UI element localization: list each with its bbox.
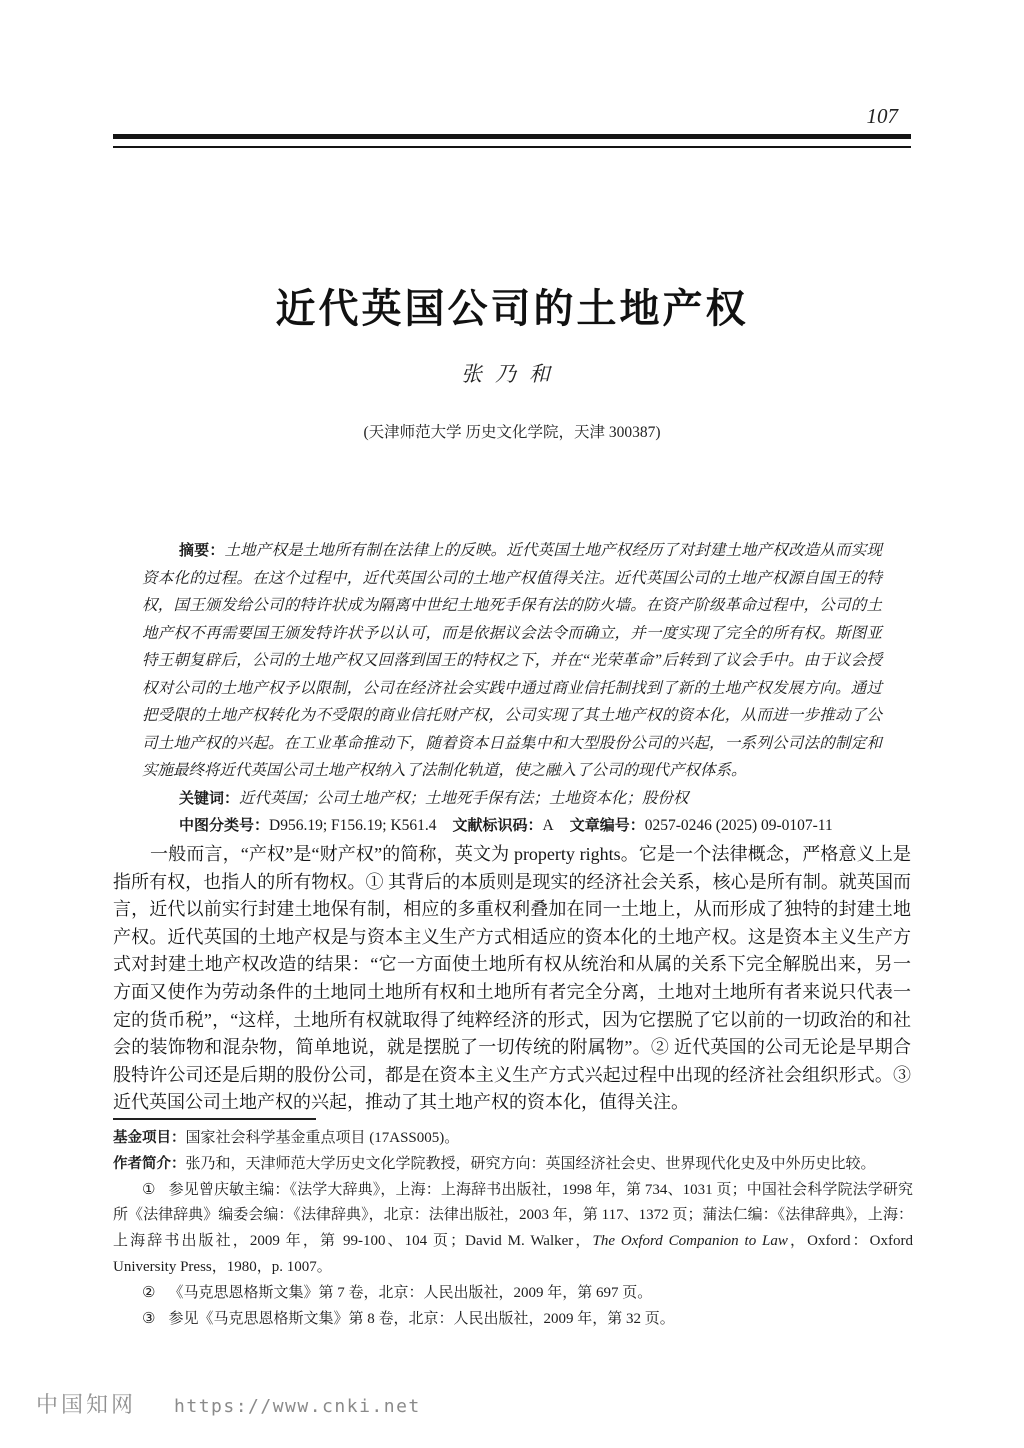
footnote-3-text: 参见《马克思恩格斯文集》第 8 卷，北京：人民出版社，2009 年，第 32 页。 <box>168 1310 675 1327</box>
abstract-paragraph <box>142 537 882 785</box>
footnote-1-marker: ① <box>142 1181 156 1198</box>
header-double-rule <box>113 134 911 148</box>
author-bio-label: 作者简介： <box>113 1155 186 1172</box>
doc-code-label: 文献标识码： <box>452 817 543 834</box>
footnote-2-text: 《马克思恩格斯文集》第 7 卷，北京：人民出版社，2009 年，第 697 页。 <box>168 1284 653 1301</box>
author-affiliation: (天津师范大学 历史文化学院，天津 300387) <box>363 424 661 441</box>
footnote-1 <box>113 1178 913 1281</box>
fund-text: 国家社会科学基金重点项目 (17ASS005)。 <box>185 1130 460 1146</box>
abstract-text: 土地产权是土地所有制在法律上的反映。近代英国土地产权经历了对封建土地产权改造从而实现资本化的过程。在这个过程中，近代英国公司的土地产权值得关注。近代英国公司的土地产权源自国王的特权，国王颁发给公司的特许状成为隔离中世纪土地死手保有法的防火墙。在资产阶级革命过程中，公司的土地产权不再需要国王颁发特许状予以认可，而是依据议会法令而确立，并一度实现了完全的所有权。斯图亚特王朝复辟后，公司的土地产权又回落到国王的特权之下，并在“光荣革命”后转到了议会手中。由于议会授权对公司的土地产权予以限制，公司在经济社会实践中通过商业信托制找到了新的土地产权发展方向。通过把受限的土地产权转化为不受限的商业信托财产权，公司实现了其土地产权的资本化，从而进一步推动了公司土地产权的兴起。在工业革命推动下，随着资本日益集中和大型股份公司的兴起，一系列公司法的制定和实施最终将近代英国公司土地产权纳入了法制化轨道，使之融入了公司的现代产权体系。 <box>142 542 882 779</box>
clc-label: 中图分类号： <box>179 817 270 834</box>
keywords-text: 近代英国；公司土地产权；土地死手保有法；土地资本化；股份权 <box>239 789 689 807</box>
keywords-label: 关键词： <box>179 789 240 807</box>
footnote-3 <box>113 1307 913 1333</box>
footnotes-section <box>113 1126 913 1332</box>
page-number: 107 <box>866 104 898 128</box>
clc-value: D956.19; F156.19; K561.4 <box>269 817 437 834</box>
fund-project-line <box>113 1126 913 1152</box>
article-id-value: 0257-0246 (2025) 09-0107-11 <box>644 817 833 834</box>
article-title: 近代英国公司的土地产权 <box>275 286 749 331</box>
footnote-separator-rule <box>113 1118 316 1120</box>
abstract-label: 摘要： <box>179 542 225 559</box>
footnote-1-text: 参见曾庆敏主编：《法学大辞典》，上海：上海辞书出版社，1998 年，第 734、1031 页；中国社会科学院法学研究所《法律辞典》编委会编：《法律辞典》，北京：法律出版社，2003 年，第 117、1372 页；蒲法仁编：《法律辞典》，上海：上海辞书出版社，2009 年，第 99-100、104 页；David M. Walker， <box>113 1181 913 1250</box>
author-bio-line <box>113 1152 913 1178</box>
abstract-section <box>142 537 882 840</box>
footnote-1-text-tail: ，Oxford：Oxford University Press，1980，p. 1007。 <box>113 1233 913 1275</box>
cnki-watermark <box>36 1388 421 1419</box>
article-id-label: 文章编号： <box>569 817 645 834</box>
author-bio-text: 张乃和，天津师范大学历史文化学院教授，研究方向：英国经济社会史、世界现代化史及中外历史比较。 <box>185 1155 876 1172</box>
footnote-3-marker: ③ <box>142 1310 156 1327</box>
classification-line <box>142 812 882 840</box>
body-paragraph: 一般而言，“产权”是“财产权”的简称，英文为 property rights。它是一个法律概念，严格意义上是指所有权，也指人的所有物权。① 其背后的本质则是现实的经济社会关系，核心是所有制。就英国而言，近代以前实行封建土地保有制，相应的多重权利叠加在同一土地上，从而形成了独特的封建土地产权。近代英国的土地产权是与资本主义生产方式相适应的资本化的土地产权。这是资本主义生产方式对封建土地产权改造的结果：“它一方面使土地所有权从统治和从属的关系下完全解脱出来，另一方面又使作为劳动条件的土地同土地所有权和土地所有者完全分离，土地对土地所有者来说只代表一定的货币税”，“这样，土地所有权就取得了纯粹经济的形式，因为它摆脱了它以前的一切政治的和社会的装饰物和混杂物，简单地说，就是摆脱了一切传统的附属物”。② 近代英国的公司无论是早期合股特许公司还是后期的股份公司，都是在资本主义生产方式兴起过程中出现的经济社会组织形式。③ 近代英国公司土地产权的兴起，推动了其土地产权的资本化，值得关注。 <box>113 844 911 1113</box>
footnote-1-book-title: The Oxford Companion to Law <box>592 1233 788 1250</box>
cnki-url-text: https://www.cnki.net <box>174 1396 421 1417</box>
cnki-logo-text: 中国知网 <box>36 1392 137 1417</box>
keywords-line <box>142 785 882 813</box>
doc-code-value: A <box>542 817 554 834</box>
footnote-2-marker: ② <box>142 1284 156 1301</box>
fund-label: 基金项目： <box>113 1130 186 1146</box>
footnote-2 <box>113 1281 913 1307</box>
author-name: 张乃和 <box>461 362 563 386</box>
